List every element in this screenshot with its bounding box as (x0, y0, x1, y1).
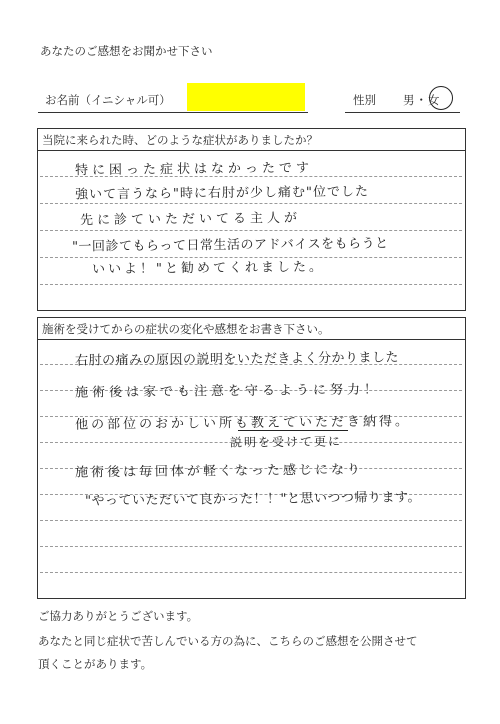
publication-notice-line1: あなたと同じ症状で苦しんでいる方の為に、こちらのご感想を公開させて (38, 634, 418, 648)
q1-answer-line: 強いて言うなら"時に右肘が少し痛む"位でした (74, 184, 370, 203)
q1-label: 当院に来られた時、どのような症状がありましたか？ (42, 133, 318, 147)
q1-bottom-border (37, 310, 466, 311)
q2-answer-annotation: 説明を受けて更に (229, 434, 343, 450)
q1-header-border (37, 150, 466, 151)
q2-answer-line: 施術後は家でも注意を守るように努力！ (74, 382, 382, 401)
q1-answer-line: "一回診てもらって日常生活のアドバイスをもらうと (71, 236, 389, 255)
gender-label: 性別 (353, 93, 376, 107)
q1-guide-line (40, 230, 462, 231)
q2-top-border (37, 317, 466, 318)
gender-selected-circle (429, 86, 453, 110)
q1-top-border (37, 128, 466, 129)
q2-guide-line (40, 546, 462, 547)
q2-answer-line: 施術後は毎回体が軽くなった感じになり (74, 462, 364, 481)
q1-guide-line (40, 284, 462, 285)
form-title: あなたのご感想をお聞かせ下さい (40, 44, 213, 58)
q2-annotation-underline (238, 430, 348, 431)
q2-guide-line (40, 572, 462, 573)
q2-label: 施術を受けてからの症状の変化や感想をお書き下さい。 (42, 322, 330, 336)
publication-notice-line2: 頂くことがあります。 (38, 657, 153, 671)
name-underline (38, 112, 308, 113)
q1-left-border (37, 128, 38, 310)
q1-right-border (465, 128, 466, 310)
q2-answer-line: 右肘の痛みの原因の説明をいただきよく分かりました (74, 350, 400, 369)
q2-header-border (37, 339, 466, 340)
gender-options: 男・女 (403, 93, 441, 107)
name-label: お名前（イニシャル可） (45, 93, 171, 107)
q2-guide-line (40, 520, 462, 521)
q1-answer-line: 特に困った症状はなかったです (74, 160, 314, 179)
q1-answer-line: 先に診ていただいてる主人が (79, 210, 302, 229)
q2-right-border (465, 317, 466, 598)
gender-underline (345, 112, 460, 113)
q2-bottom-border (37, 598, 466, 599)
q2-left-border (37, 317, 38, 598)
q1-guide-line (40, 203, 462, 204)
redacted-name (187, 83, 305, 111)
q2-answer-line: "やっていただいて良かった！！"と思いつつ帰ります。 (84, 490, 422, 509)
q1-answer-line: いいよ！"と勧めてくれました。 (91, 259, 326, 278)
thanks-text: ご協力ありがとうございます。 (38, 609, 199, 623)
q2-answer-line: 他の部位のおかしい所も教えていただき納得。 (74, 414, 412, 433)
